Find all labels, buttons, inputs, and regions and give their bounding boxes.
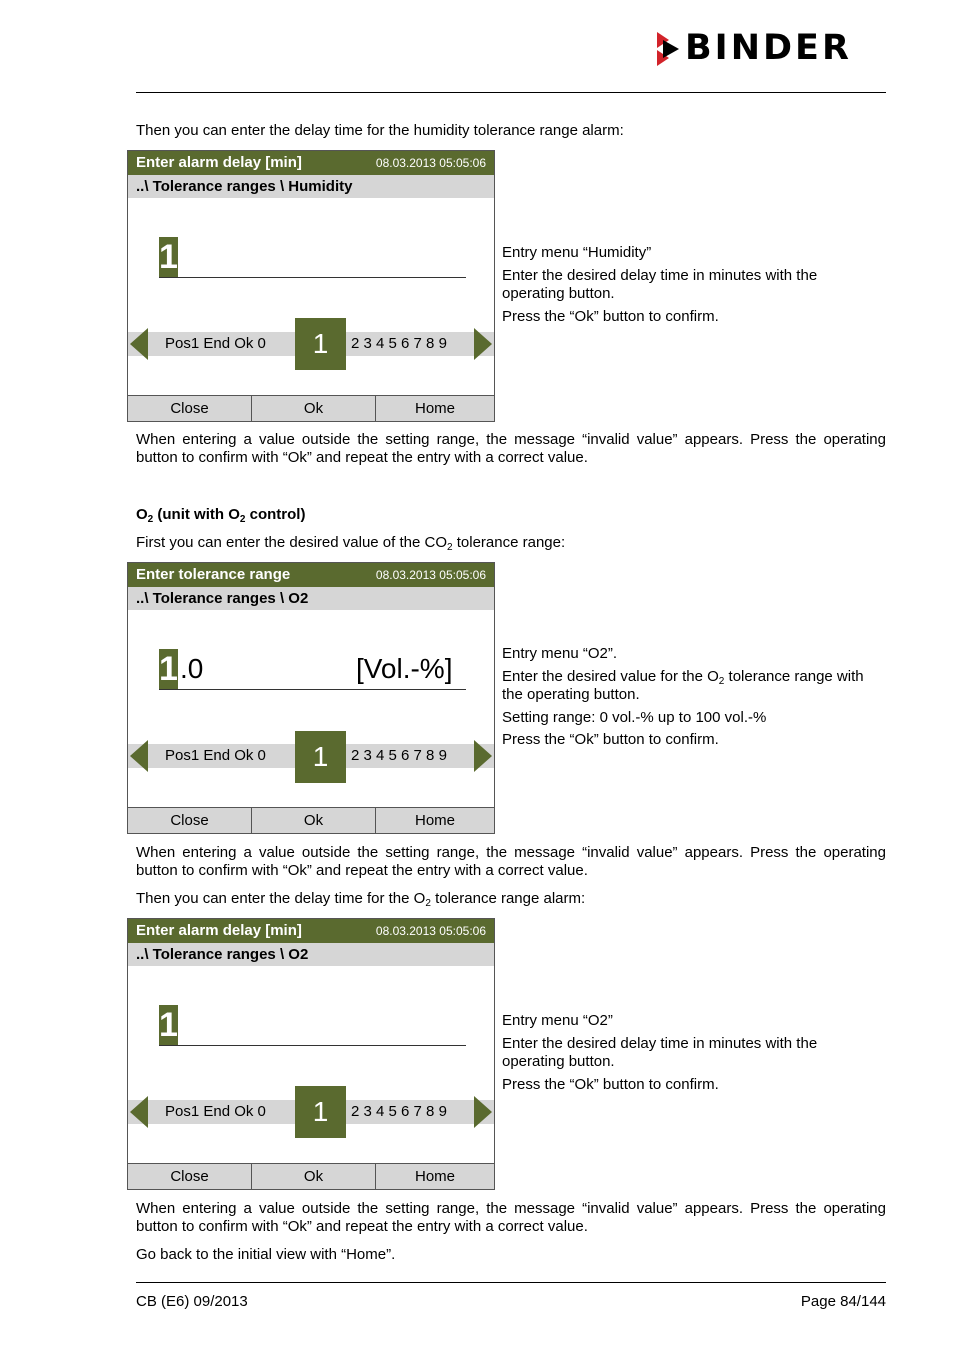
screen-path-bar xyxy=(128,587,494,610)
screen-datetime: 08.03.2013 05:05:06 xyxy=(375,924,486,938)
scroll-right-arrow-icon[interactable] xyxy=(474,740,492,772)
close-button[interactable]: Close xyxy=(128,808,252,833)
screen-button-bar xyxy=(128,395,494,421)
screen-path-bar xyxy=(128,175,494,198)
keys-left[interactable]: Pos1 End Ok 0 xyxy=(165,1103,266,1120)
screen-button-bar xyxy=(128,1163,494,1189)
selected-key[interactable]: 1 xyxy=(295,1086,346,1138)
screen-path-bar xyxy=(128,943,494,966)
side-note: Enter the desired value for the $O_2$ tolerance range with the operating button. xyxy=(502,667,864,703)
screen-title-bar xyxy=(128,563,494,587)
selected-key[interactable]: 1 xyxy=(295,731,346,783)
scroll-right-arrow-icon[interactable] xyxy=(474,1096,492,1128)
selected-key[interactable]: 1 xyxy=(295,318,346,370)
side-note: Press the “Ok” button to confirm. xyxy=(502,731,719,748)
home-button[interactable]: Home xyxy=(414,812,455,829)
screen-path: ..\ Tolerance ranges \ Humidity xyxy=(136,178,353,195)
header-rule xyxy=(136,92,886,93)
controller-screen-o2-tolerance xyxy=(127,562,495,834)
close-button[interactable]: Close xyxy=(128,396,252,421)
screen-title: Enter alarm delay [min] xyxy=(136,154,302,171)
invalid-value-note: When entering a value outside the setting range, the message “invalid value” appears. Press the operating button to confirm with “Ok” and repeat the entry with a correct value. xyxy=(136,431,886,466)
scroll-left-arrow-icon[interactable] xyxy=(130,740,148,772)
side-notes-humidity xyxy=(502,244,872,330)
o2-section-heading: $O_2$ (unit with $O_2$ control) xyxy=(136,506,306,525)
intro-humidity-delay: Then you can enter the delay time for the humidity tolerance range alarm: xyxy=(136,122,624,139)
side-note: Entry menu “O2” xyxy=(502,1012,613,1029)
scroll-left-arrow-icon[interactable] xyxy=(130,1096,148,1128)
footer-page-number: Page 84/144 xyxy=(800,1293,886,1310)
controller-screen-o2-delay xyxy=(127,918,495,1190)
invalid-value-note: When entering a value outside the setting range, the message “invalid value” appears. Press the operating button to confirm with “Ok” and repeat the entry with a correct value. xyxy=(136,844,886,879)
ok-button[interactable]: Ok xyxy=(252,808,376,833)
side-note: Press the “Ok” button to confirm. xyxy=(502,307,719,325)
home-note: Go back to the initial view with “Home”. xyxy=(136,1246,396,1263)
binder-logo xyxy=(655,30,887,68)
side-note: Entry menu “O2”. xyxy=(502,645,618,662)
entry-cursor-digit[interactable]: 1 xyxy=(159,238,178,276)
entry-value-rest: .0 xyxy=(180,653,204,684)
screen-datetime: 08.03.2013 05:05:06 xyxy=(375,156,486,170)
brand-name: BINDER xyxy=(685,28,852,68)
screen-datetime: 08.03.2013 05:05:06 xyxy=(375,568,486,582)
screen-button-bar xyxy=(128,807,494,833)
controller-screen-humidity-delay xyxy=(127,150,495,422)
binder-logo-mark-icon xyxy=(655,30,681,68)
close-button[interactable]: Close xyxy=(128,1164,252,1189)
side-note: Setting range: 0 vol.-% up to 100 vol.-% xyxy=(502,708,767,726)
entry-cursor-digit[interactable]: 1 xyxy=(159,1006,178,1044)
home-button[interactable]: Home xyxy=(414,1168,455,1185)
scroll-right-arrow-icon[interactable] xyxy=(474,328,492,360)
screen-path: ..\ Tolerance ranges \ O2 xyxy=(136,590,309,607)
keys-left[interactable]: Pos1 End Ok 0 xyxy=(165,747,266,764)
entry-unit: [Vol.-%] xyxy=(356,653,453,684)
entry-cursor-digit[interactable]: 1 xyxy=(159,650,178,688)
entry-underline xyxy=(159,689,466,690)
screen-path: ..\ Tolerance ranges \ O2 xyxy=(136,946,309,963)
intro-o2-tolerance: First you can enter the desired value of the $CO_2$ tolerance range: xyxy=(136,534,566,553)
screen-title-bar xyxy=(128,151,494,175)
side-note: Enter the desired delay time in minutes with the operating button. xyxy=(502,1034,818,1070)
ok-button[interactable]: Ok xyxy=(252,1164,376,1189)
side-note: Press the “Ok” button to confirm. xyxy=(502,1075,719,1093)
side-notes-o2-delay xyxy=(502,1012,872,1098)
scroll-left-arrow-icon[interactable] xyxy=(130,328,148,360)
entry-underline xyxy=(159,1045,466,1046)
screen-title: Enter tolerance range xyxy=(136,566,291,583)
side-note: Entry menu “Humidity” xyxy=(502,244,652,261)
entry-underline xyxy=(159,277,466,278)
screen-title: Enter alarm delay [min] xyxy=(136,922,302,939)
keys-left[interactable]: Pos1 End Ok 0 xyxy=(165,335,266,352)
footer-rule xyxy=(136,1282,886,1283)
side-note: Enter the desired delay time in minutes with the operating button. xyxy=(502,266,818,302)
keys-right[interactable]: 2 3 4 5 6 7 8 9 xyxy=(351,335,447,352)
footer-document-id: CB (E6) 09/2013 xyxy=(136,1293,248,1310)
keys-right[interactable]: 2 3 4 5 6 7 8 9 xyxy=(351,1103,447,1120)
keys-right[interactable]: 2 3 4 5 6 7 8 9 xyxy=(351,747,447,764)
intro-o2-delay: Then you can enter the delay time for the $O_2$ tolerance range alarm: xyxy=(136,890,586,909)
ok-button[interactable]: Ok xyxy=(252,396,376,421)
home-button[interactable]: Home xyxy=(414,400,455,417)
screen-title-bar xyxy=(128,919,494,943)
invalid-value-note: When entering a value outside the setting range, the message “invalid value” appears. Press the operating button to confirm with “Ok” and repeat the entry with a correct value. xyxy=(136,1200,886,1235)
side-notes-o2-tolerance xyxy=(502,645,872,754)
